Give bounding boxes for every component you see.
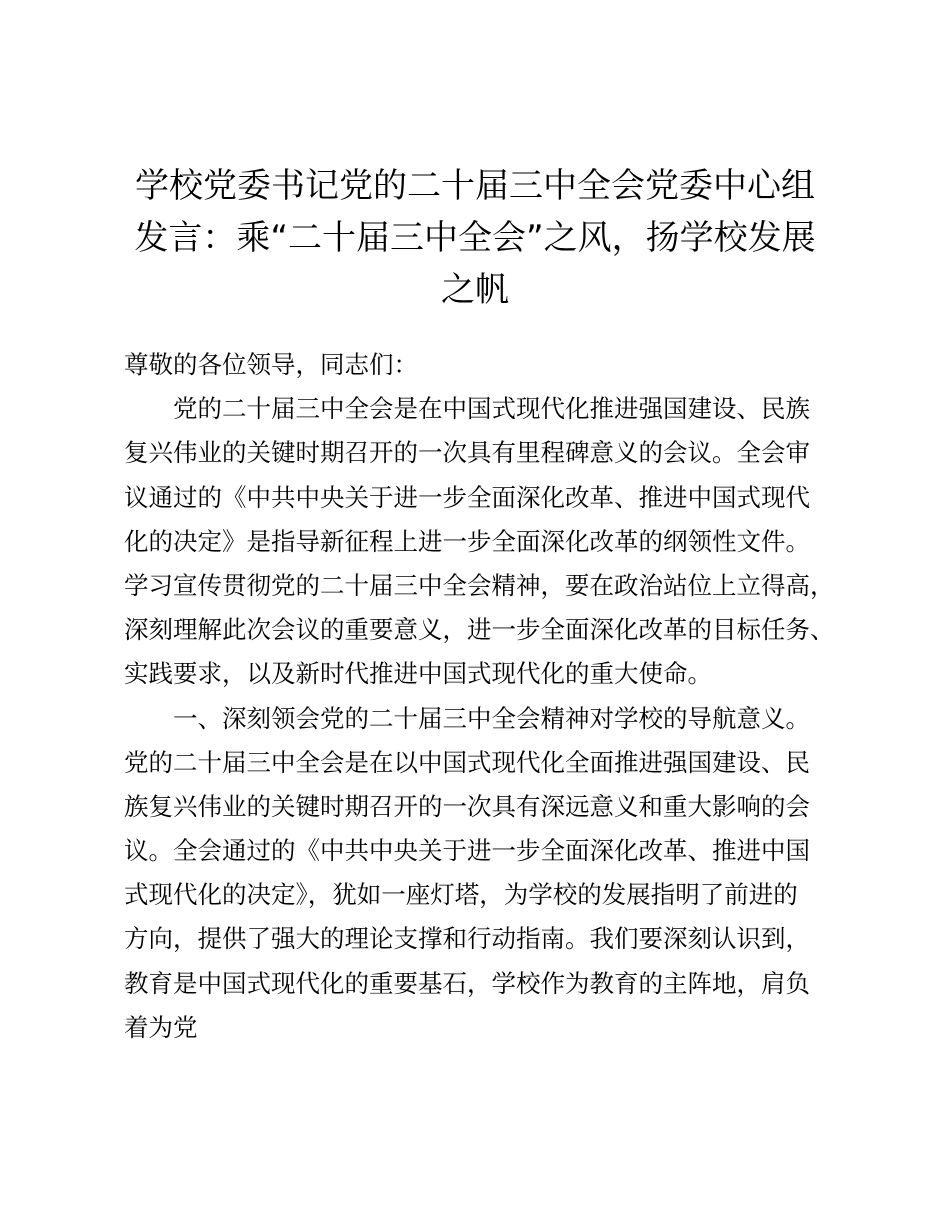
paragraph-2: [124, 697, 864, 1051]
paragraph-line: 式现代化的决定》，犹如一座灯塔，为学校的发展指明了前进的: [124, 880, 798, 910]
paragraph-line: 着为党: [124, 1012, 198, 1042]
paragraph-line: 教育是中国式现代化的重要基石，学校作为教育的主阵地，肩负: [124, 968, 810, 998]
paragraph-line: 学习宣传贯彻党的二十届三中全会精神，要在政治站位上立得高，: [124, 570, 835, 600]
greeting: 尊敬的各位领导，同志们：: [124, 350, 418, 379]
paragraph-1: [124, 387, 864, 696]
paragraph-line: 实践要求，以及新时代推进中国式现代化的重大使命。: [124, 659, 712, 689]
paragraph-line: 复兴伟业的关键时期召开的一次具有里程碑意义的会议。全会审: [124, 438, 810, 468]
paragraph-line: 议通过的《中共中央关于进一步全面深化改革、推进中国式现代: [124, 482, 810, 512]
paragraph-line: 议。全会通过的《中共中央关于进一步全面深化改革、推进中国: [124, 836, 810, 866]
page-title: [100, 160, 850, 316]
paragraph-line: 党的二十届三中全会是在中国式现代化推进强国建设、民族: [173, 394, 810, 424]
paragraph-line: 族复兴伟业的关键时期召开的一次具有深远意义和重大影响的会: [124, 791, 810, 821]
document-body: [124, 343, 864, 1050]
title-line-2: 发言：乘“二十届三中全会”之风，扬学校发展: [134, 218, 816, 258]
paragraph-line: 深刻理解此次会议的重要意义，进一步全面深化改革的目标任务、: [124, 615, 835, 645]
title-line-3: 之帆: [441, 270, 509, 310]
paragraph-line: 方向，提供了强大的理论支撑和行动指南。我们要深刻认识到，: [124, 924, 810, 954]
paragraph-line: 党的二十届三中全会是在以中国式现代化全面推进强国建设、民: [124, 747, 810, 777]
title-line-1: 学校党委书记党的二十届三中全会党委中心组: [135, 166, 815, 206]
section-heading-line: 一、深刻领会党的二十届三中全会精神对学校的导航意义。: [173, 703, 810, 733]
paragraph-line: 化的决定》是指导新征程上进一步全面深化改革的纲领性文件。: [124, 526, 810, 556]
